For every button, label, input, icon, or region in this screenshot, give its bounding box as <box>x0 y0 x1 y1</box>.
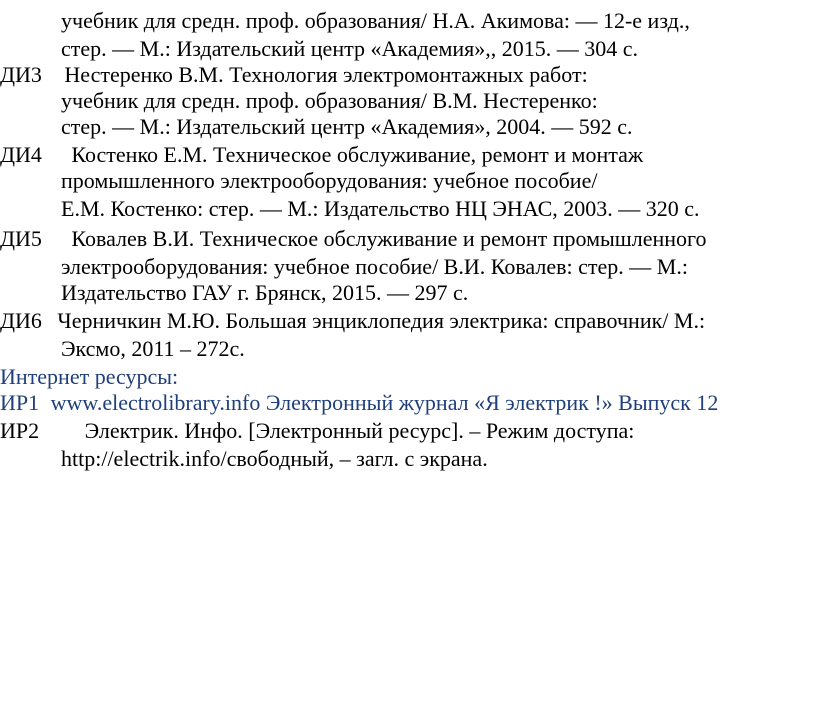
entry-di5-tag: ДИ5 <box>0 226 42 251</box>
prev-entry-line-1: учебник для средн. проф. образования/ Н.А. Акимова: — 12-е изд., <box>61 8 690 33</box>
entry-ir1 <box>0 390 718 416</box>
entry-di4-tag: ДИ4 <box>0 142 42 167</box>
entry-ir1-tag: ИР1 <box>0 390 40 415</box>
entry-di4-line-3: Е.М. Костенко: стер. — М.: Издательство НЦ ЭНАС, 2003. — 320 с. <box>61 196 700 221</box>
entry-di6-line-2: Эксмо, 2011 – 272с. <box>61 336 245 361</box>
entry-di3-line-1: Нестеренко В.М. Технология электромонтажных работ: <box>64 62 588 87</box>
entry-di5-line-2: электрооборудования: учебное пособие/ В.И. Ковалев: стер. — М.: <box>61 254 688 279</box>
entry-di5-line-3: Издательство ГАУ г. Брянск, 2015. — 297 с. <box>61 280 469 305</box>
entry-di3-line-2: учебник для средн. проф. образования/ В.М. Нестеренко: <box>61 88 598 113</box>
entry-ir2-line-1: Электрик. Инфо. [Электронный ресурс]. – Режим доступа: <box>84 418 635 443</box>
entry-ir2-line-2: http://electrik.info/свободный, – загл. с экрана. <box>61 446 488 471</box>
prev-entry-line-2: стер. — М.: Издательский центр «Академия»,, 2015. — 304 с. <box>61 36 639 61</box>
entry-di5-line-1: Ковалев В.И. Техническое обслуживание и ремонт промышленного <box>71 226 707 251</box>
entry-di3-tag: ДИ3 <box>0 62 42 87</box>
entry-ir1-text: www.electrolibrary.info Электронный журнал «Я электрик !» Выпуск 12 <box>50 390 719 415</box>
entry-di4 <box>0 142 643 168</box>
entry-di4-line-2: промышленного электрооборудования: учебное пособие/ <box>61 168 598 193</box>
entry-di4-line-1: Костенко Е.М. Техническое обслуживание, ремонт и монтаж <box>71 142 644 167</box>
entry-di3-line-3: стер. — М.: Издательский центр «Академия», 2004. — 592 с. <box>61 114 633 139</box>
entry-di5 <box>0 226 707 252</box>
internet-resources-heading: Интернет ресурсы: <box>0 364 179 389</box>
entry-di3 <box>0 62 588 88</box>
entry-di6 <box>0 308 705 334</box>
entry-di6-tag: ДИ6 <box>0 308 42 333</box>
entry-ir2-tag: ИР2 <box>0 418 40 443</box>
entry-di6-line-1: Черничкин М.Ю. Большая энциклопедия электрика: справочник/ М.: <box>57 308 706 333</box>
entry-ir2 <box>0 418 634 444</box>
